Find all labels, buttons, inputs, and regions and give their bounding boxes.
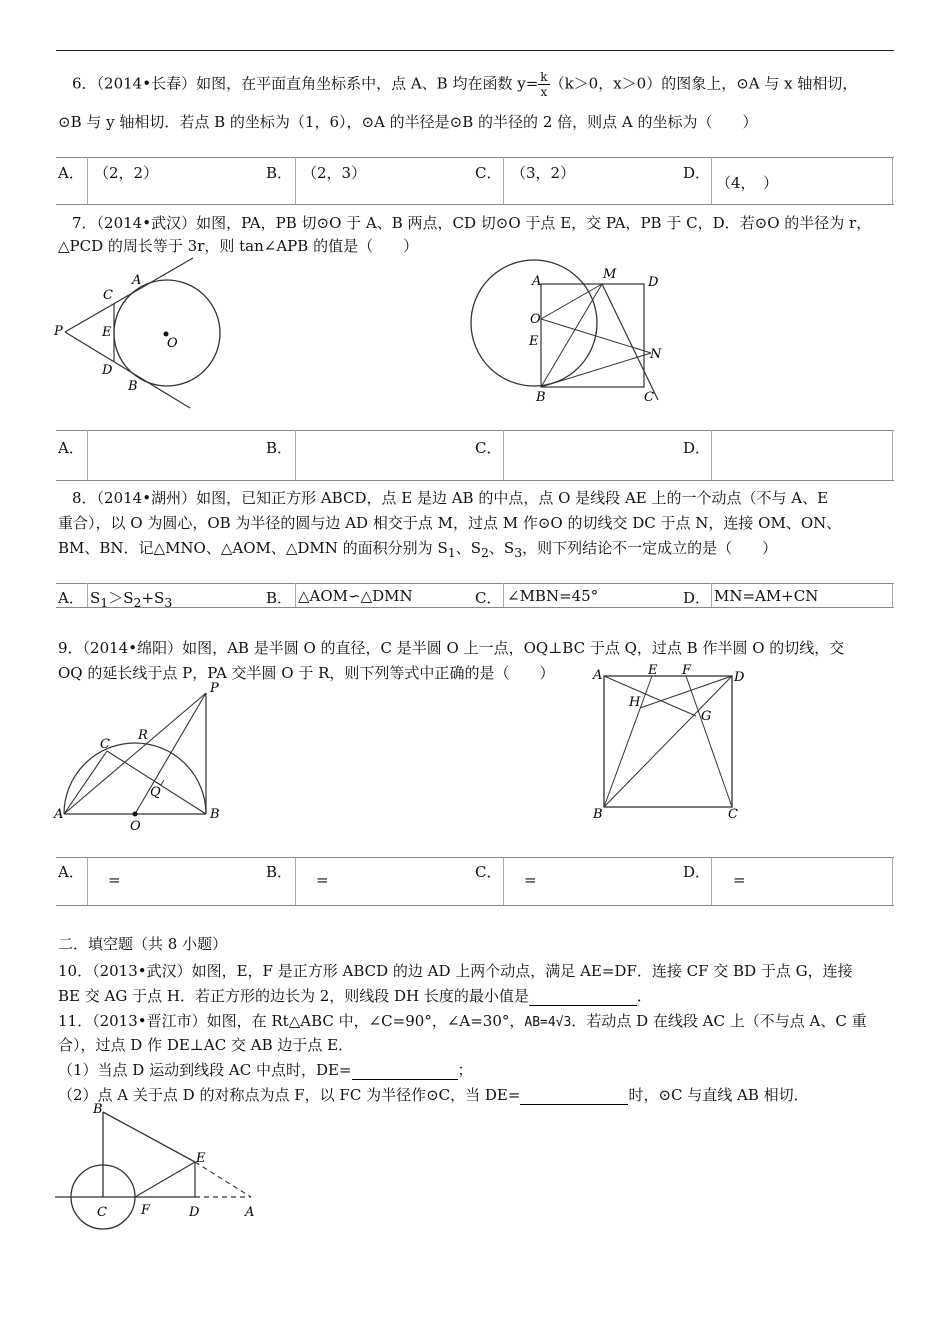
q11-line2: 合），过点 D 作 DE⊥AC 交 AB 边于点 E．: [58, 1036, 354, 1054]
q7-sep: [503, 430, 504, 480]
label-d: D: [189, 1205, 200, 1220]
q8-option-c-text[interactable]: ∠MBN=45°: [507, 587, 599, 605]
q6-option-a-label[interactable]: A．: [58, 164, 84, 182]
q9-option-c-text[interactable]: =: [524, 871, 537, 889]
q8-sep: [295, 583, 296, 607]
q9-options-top-rule: [56, 857, 894, 858]
segment-bn: [541, 353, 651, 387]
q6-option-c-text[interactable]: （3，2）: [511, 164, 576, 182]
segment-op: [135, 693, 206, 814]
q6-option-a-text[interactable]: （2，2）: [94, 164, 159, 182]
segment-be: [103, 1112, 195, 1162]
q6-sep: [295, 157, 296, 204]
label-h: H: [629, 695, 641, 710]
q7-line1: 7．（2014•武汉）如图，PA，PB 切⊙O 于 A、B 两点，CD 切⊙O 于点 E，交 PA，PB 于 C，D．若⊙O 的半径为 r，: [72, 214, 872, 232]
q8-figure: [470, 258, 670, 408]
q8-option-b-text[interactable]: △AOM∽△DMN: [298, 587, 413, 605]
q7-sep: [87, 430, 88, 480]
label-a: A: [532, 274, 542, 289]
q6-sep: [87, 157, 88, 204]
label-b: B: [93, 1102, 103, 1117]
q9-sep: [295, 857, 296, 905]
q8-option-a-label[interactable]: A．: [58, 589, 84, 607]
label-d: D: [102, 363, 113, 378]
q8-option-c-label[interactable]: C．: [475, 589, 502, 607]
q8-sep: [711, 583, 712, 607]
segment-cf: [686, 676, 732, 807]
q8-option-d-label[interactable]: D．: [683, 589, 711, 607]
label-f: F: [141, 1203, 151, 1218]
label-q: Q: [150, 785, 161, 800]
label-r: R: [138, 728, 148, 743]
q11-part2: （2）点 A 关于点 D 的对称点为点 F，以 FC 为半径作⊙C，当 DE= 时，⊙C 与直线 AB 相切．: [58, 1086, 809, 1104]
segment-on: [541, 319, 651, 353]
tangent-pa: [65, 258, 193, 332]
label-b: B: [536, 390, 546, 405]
q7-figure: [50, 250, 250, 420]
q6-options-bottom-rule: [56, 204, 894, 205]
q6-option-d-text[interactable]: （4， ）: [716, 174, 779, 192]
label-c: C: [103, 288, 113, 303]
label-c: C: [728, 807, 738, 822]
q10-line1: 10．（2013•武汉）如图，E，F 是正方形 ABCD 的边 AD 上两个动点，满足 AE=DF．连接 CF 交 BD 于点 G，连接: [58, 962, 853, 980]
q6-option-b-text[interactable]: （2，3）: [302, 164, 367, 182]
q9-option-a-label[interactable]: A．: [58, 863, 84, 881]
q11-part2-blank[interactable]: [520, 1086, 628, 1105]
q8-line3: BM、BN．记△MNO、△AOM、△DMN 的面积分别为 $S_1$、$S_2$、$S_3$，则下列结论不一定成立的是（ ）: [58, 539, 778, 560]
label-a: A: [54, 807, 64, 822]
q7-options-bottom-rule: [56, 480, 894, 481]
q9-figure: [50, 678, 240, 838]
label-e: E: [196, 1151, 206, 1166]
q7-option-a-label[interactable]: A．: [58, 439, 84, 457]
segment-ea-dashed: [195, 1162, 251, 1197]
q6-line1: [72, 70, 857, 99]
segment-hd: [640, 676, 732, 708]
q6-sep: [503, 157, 504, 204]
label-n: N: [650, 347, 662, 362]
center-o: [133, 812, 138, 817]
q6-option-c-label[interactable]: C．: [475, 164, 502, 182]
segment-pa: [64, 693, 206, 814]
q8-sep: [503, 583, 504, 607]
q9-option-b-label[interactable]: B．: [266, 863, 293, 881]
q11-ab-value: AB=4√3: [524, 1015, 572, 1030]
label-a: A: [593, 668, 603, 683]
q9-option-a-text[interactable]: =: [108, 871, 121, 889]
q9-sep: [711, 857, 712, 905]
q9-option-b-text[interactable]: =: [316, 871, 329, 889]
q6-sep: [892, 157, 893, 204]
q9-option-d-label[interactable]: D．: [683, 863, 711, 881]
q7-sep: [892, 430, 893, 480]
q9-option-d-text[interactable]: =: [733, 871, 746, 889]
q7-sep: [295, 430, 296, 480]
label-c: C: [97, 1205, 107, 1220]
q9-options-bottom-rule: [56, 905, 894, 906]
q9-sep: [87, 857, 88, 905]
q8-line2: 重合），以 O 为圆心，OB 为半径的圆与边 AD 相交于点 M，过点 M 作⊙O 的切线交 DC 于点 N，连接 OM、ON、: [58, 514, 842, 532]
label-f: F: [682, 663, 692, 678]
q6-fraction: $\frac{k}{x}$: [540, 70, 548, 99]
label-b: B: [128, 379, 138, 394]
tangent-mn: [602, 284, 658, 400]
label-p: P: [54, 324, 63, 339]
label-d: D: [734, 670, 745, 685]
label-a: A: [245, 1205, 255, 1220]
diagonal-bd: [604, 676, 732, 807]
q9-sep: [892, 857, 893, 905]
q6-sep: [711, 157, 712, 204]
q6-line2: ⊙B 与 y 轴相切．若点 B 的坐标为（1，6），⊙A 的半径是⊙B 的半径的 2 倍，则点 A 的坐标为（ ）: [58, 113, 758, 131]
q8-sep: [892, 583, 893, 607]
q9-line1: 9．（2014•绵阳）如图，AB 是半圆 O 的直径，C 是半圆 O 上一点，OQ⊥BC 于点 Q，过点 B 作半圆 O 的切线，交: [58, 639, 845, 657]
label-e: E: [102, 325, 112, 340]
q8-option-d-text[interactable]: MN=AM+CN: [714, 587, 819, 605]
q10-answer-blank[interactable]: [529, 987, 637, 1006]
label-m: M: [603, 267, 617, 282]
label-d: D: [648, 275, 659, 290]
q7-options-top-rule: [56, 430, 894, 431]
label-c: C: [100, 737, 110, 752]
q6-options-top-rule: [56, 157, 894, 158]
q8-option-b-label[interactable]: B．: [266, 589, 293, 607]
section-heading: 二．填空题（共 8 小题）: [58, 935, 228, 953]
label-p: P: [210, 681, 219, 696]
label-b: B: [210, 807, 220, 822]
q6-text-a: 6．（2014•长春）如图，在平面直角坐标系中，点 A、B 均在函数 y=: [72, 74, 539, 93]
label-o: O: [167, 336, 178, 351]
q10-line2: BE 交 AG 于点 H．若正方形的边长为 2，则线段 DH 长度的最小值是 ．: [58, 987, 652, 1005]
q6-option-b-label[interactable]: B．: [266, 164, 293, 182]
q8-option-a-text[interactable]: $S_1>S_2+S_3$: [90, 589, 173, 610]
header-rule: [56, 50, 894, 51]
label-a: A: [132, 273, 142, 288]
q6-option-d-label[interactable]: D．: [683, 164, 711, 182]
label-e: E: [648, 663, 658, 678]
q11-part1: （1）当点 D 运动到线段 AC 中点时，DE= ；: [58, 1061, 473, 1079]
q7-sep: [711, 430, 712, 480]
q7-option-b-label[interactable]: B．: [266, 439, 293, 457]
segment-fe: [135, 1162, 195, 1197]
label-g: G: [701, 709, 712, 724]
label-e: E: [529, 334, 539, 349]
q8-sep: [87, 583, 88, 607]
label-o: O: [130, 819, 141, 834]
label-c: C: [644, 390, 654, 405]
q9-sep: [503, 857, 504, 905]
q11-figure: [55, 1100, 275, 1230]
q9-option-c-label[interactable]: C．: [475, 863, 502, 881]
q10-figure: [585, 662, 755, 827]
q7-option-d-label[interactable]: D．: [683, 439, 711, 457]
segment-be: [604, 676, 652, 807]
q11-part1-blank[interactable]: [352, 1061, 458, 1080]
q8-line1: 8．（2014•湖州）如图，已知正方形 ABCD，点 E 是边 AB 的中点，点 O 是线段 AE 上的一个动点（不与 A、E: [72, 489, 829, 507]
q9-line2: OQ 的延长线于点 P，PA 交半圆 O 于 R，则下列等式中正确的是（ ）: [58, 664, 555, 682]
q6-text-b: （k＞0，x＞0）的图象上，⊙A 与 x 轴相切，: [549, 74, 858, 93]
q11-line1: 11．（2013•晋江市）如图，在 Rt△ABC 中，∠C=90°，∠A=30°，AB=4√3．若动点 D 在线段 AC 上（不与点 A、C 重: [58, 1012, 867, 1030]
label-o: O: [530, 312, 541, 327]
q7-line2: △PCD 的周长等于 3r，则 tan∠APB 的值是（ ）: [58, 237, 419, 255]
label-b: B: [593, 807, 603, 822]
q7-option-c-label[interactable]: C．: [475, 439, 502, 457]
q8-options-top-rule: [56, 583, 894, 584]
